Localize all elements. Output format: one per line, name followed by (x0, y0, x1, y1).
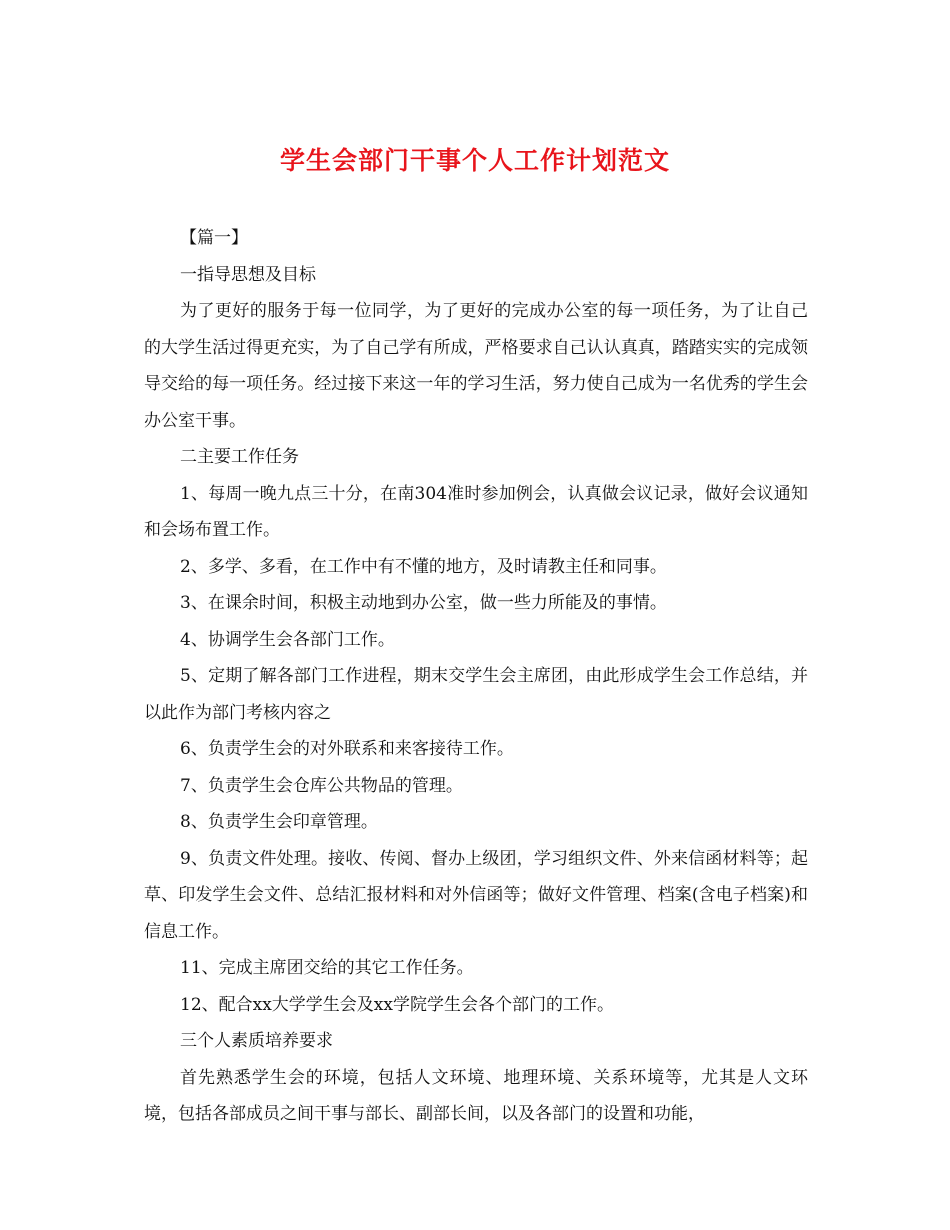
paragraph: 1、每周一晚九点三十分，在南304准时参加例会，认真做会议记录，做好会议通知和会场布置工作。 (144, 483, 808, 540)
paragraph: 5、定期了解各部门工作进程，期末交学生会主席团，由此形成学生会工作总结，并以此作为部门考核内容之 (144, 666, 808, 723)
paragraph: 一指导思想及目标 (180, 264, 316, 285)
paragraph: 6、负责学生会的对外联系和来客接待工作。 (180, 739, 514, 759)
paragraph: 7、负责学生会仓库公共物品的管理。 (180, 775, 463, 796)
paragraph: 3、在课余时间，积极主动地到办公室，做一些力所能及的事情。 (180, 593, 667, 613)
paragraph: 11、完成主席团交给的其它工作任务。 (180, 958, 474, 978)
paragraph: 二主要工作任务 (180, 447, 299, 467)
document-title: 学生会部门干事个人工作计划范文 (279, 146, 670, 175)
paragraph: 4、协调学生会各部门工作。 (180, 629, 395, 650)
paragraph: 2、多学、多看，在工作中有不懂的地方，及时请教主任和同事。 (180, 556, 667, 577)
paragraph: 【篇一】 (180, 228, 248, 248)
paragraph: 首先熟悉学生会的环境，包括人文环境、地理环境、关系环境等，尤其是人文环境，包括各部成员之间干事与部长、副部长间，以及各部门的设置和功能， (144, 1067, 808, 1124)
paragraph: 三个人素质培养要求 (180, 1031, 333, 1051)
document-body (144, 220, 808, 1133)
paragraph: 为了更好的服务于每一位同学，为了更好的完成办公室的每一项任务，为了让自己的大学生活过得更充实，为了自己学有所成，严格要求自己认认真真，踏踏实实的完成领导交给的每一项任务。经过接下来这一年的学习生活，努力使自己成为一名优秀的学生会办公室干事。 (144, 301, 808, 431)
paragraph: 8、负责学生会印章管理。 (180, 812, 378, 832)
paragraph: 9、负责文件处理。接收、传阅、督办上级团，学习组织文件、外来信函材料等；起草、印发学生会文件、总结汇报材料和对外信函等；做好文件管理、档案(含电子档案)和信息工作。 (144, 848, 808, 942)
paragraph: 12、配合xx大学学生会及xx学院学生会各个部门的工作。 (180, 994, 614, 1015)
